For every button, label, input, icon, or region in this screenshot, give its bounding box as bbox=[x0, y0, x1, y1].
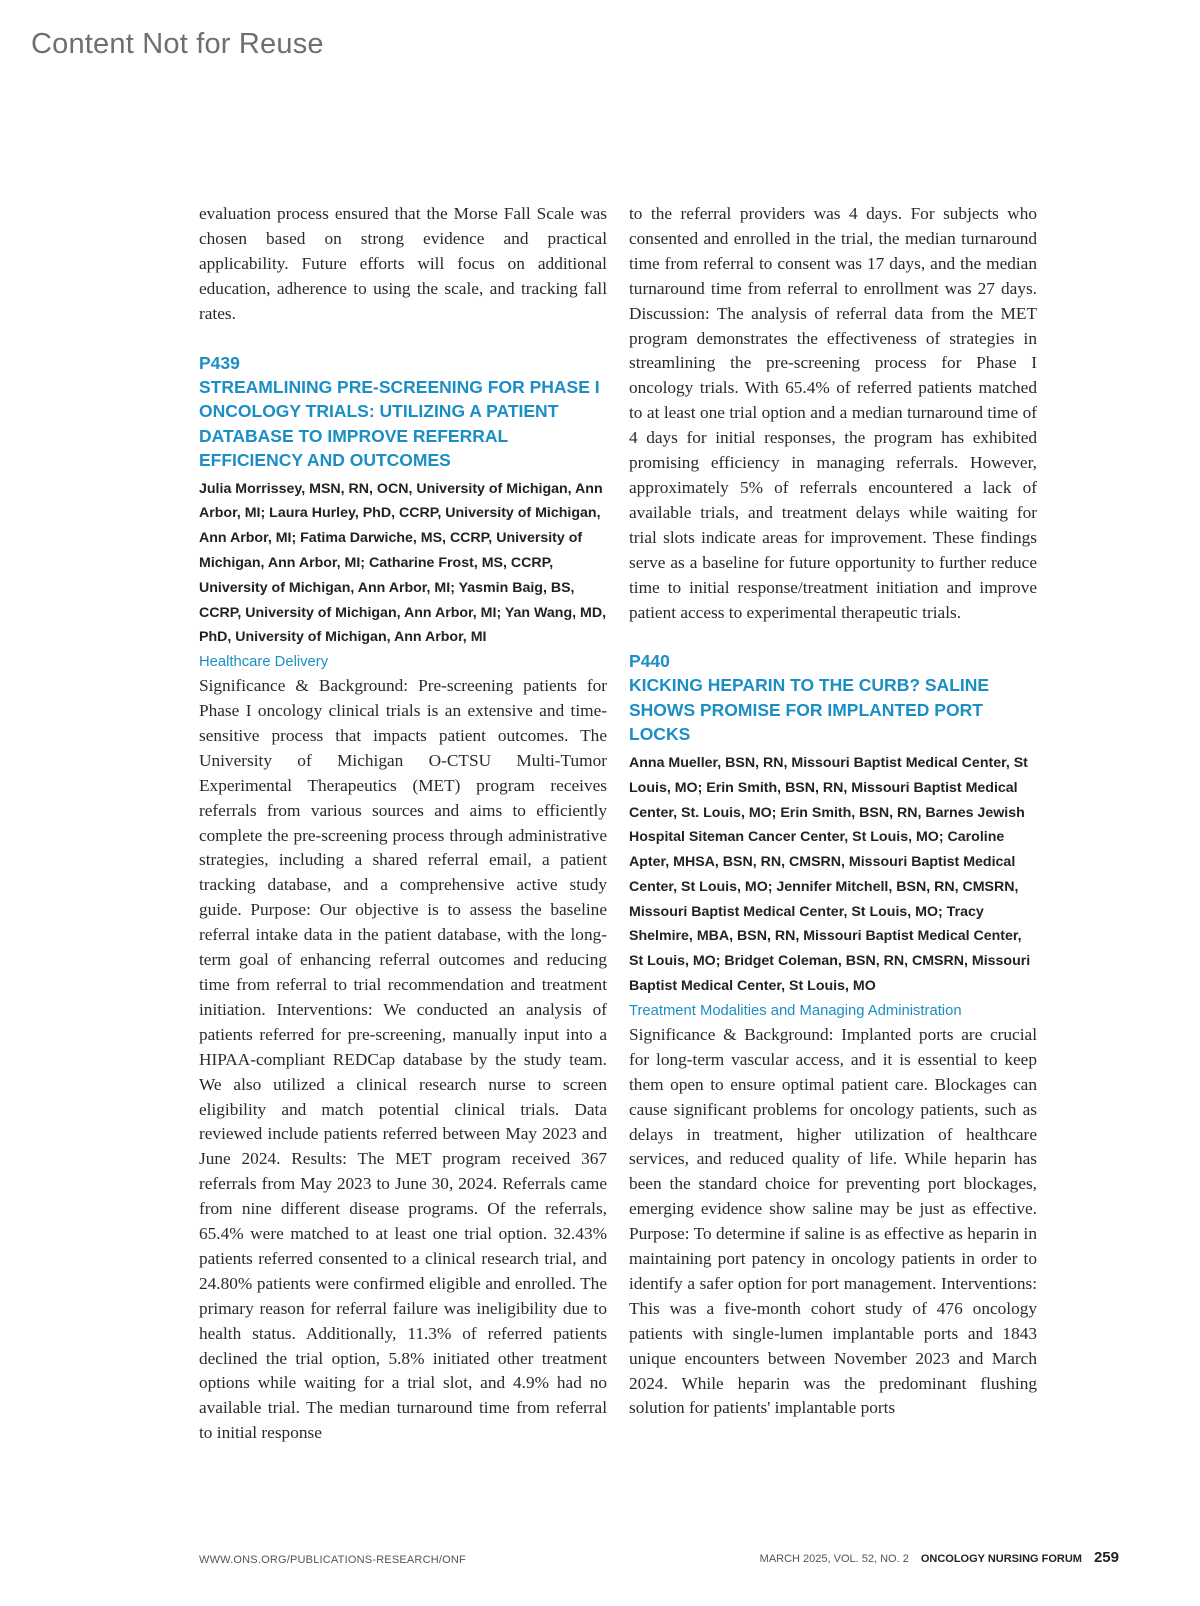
abstract-category: Treatment Modalities and Managing Administration bbox=[629, 1002, 962, 1019]
intro-paragraph: evaluation process ensured that the Morse Fall Scale was chosen based on strong evidence and practical applicability. Future efforts will focus on additional education, adherence to using the scale, and tracking fall rates. bbox=[199, 204, 607, 323]
abstract-authors: Anna Mueller, BSN, RN, Missouri Baptist Medical Center, St Louis, MO; Erin Smith, BSN, RN, Missouri Baptist Medical Center, St. Louis, MO; Erin Smith, BSN, RN, Barnes Jewish Hospital Siteman Cancer Center, St Louis, MO; Caroline Apter, MHSA, BSN, RN, CMSRN, Missouri Baptist Medical Center, St Louis, MO; Jennifer Mitchell, BSN, RN, CMSRN, Missouri Baptist Medical Center, St Louis, MO; Tracy Shelmire, MBA, BSN, RN, Missouri Baptist Medical Center, St Louis, MO; Bridget Coleman, BSN, RN, CMSRN, Missouri Baptist Medical Center, St Louis, MO bbox=[629, 754, 1031, 995]
watermark: Content Not for Reuse bbox=[31, 28, 324, 60]
footer-citation bbox=[760, 1549, 1119, 1566]
right-column bbox=[629, 202, 1037, 1421]
abstract-category: Healthcare Delivery bbox=[199, 654, 329, 671]
abstract-authors: Julia Morrissey, MSN, RN, OCN, University of Michigan, Ann Arbor, MI; Laura Hurley, PhD, CCRP, University of Michigan, Ann Arbor, MI; Fatima Darwiche, MS, CCRP, University of Michigan, Ann Arbor, MI; Catharine Frost, MS, CCRP, University of Michigan, Ann Arbor, MI; Yasmin Baig, BS, CCRP, University of Michigan, Ann Arbor, MI; Yan Wang, MD, PhD, University of Michigan, Ann Arbor, MI bbox=[199, 480, 607, 646]
abstract-id: P439 bbox=[199, 352, 240, 373]
page-number: 259 bbox=[1093, 1549, 1119, 1566]
abstract-p439 bbox=[199, 351, 607, 1447]
abstract-p440 bbox=[629, 649, 1037, 1421]
abstract-title: KICKING HEPARIN TO THE CURB? SALINE SHOWS PROMISE FOR IMPLANTED PORT LOCKS bbox=[629, 675, 990, 745]
abstract-body: Significance & Background: Implanted ports are crucial for long-term vascular access, and it is essential to keep them open to ensure optimal patient care. Blockages can cause significant problems for oncology patients, such as delays in treatment, higher utilization of healthcare services, and reduced quality of life. While heparin has been the standard choice for preventing port blockages, emerging evidence show saline may be just as effective. Purpose: To determine if saline is as effective as heparin in maintaining port patency in oncology patients in order to identify a safer option for port management. Interventions: This was a five-month cohort study of 476 oncology patients with single-lumen implantable ports and 1843 unique encounters between November 2023 and March 2024. While heparin was the predominant flushing solution for patients' implantable ports bbox=[629, 1024, 1037, 1418]
abstract-title: STREAMLINING PRE-SCREENING FOR PHASE I ONCOLOGY TRIALS: UTILIZING A PATIENT DATABASE TO IMPROVE REFERRAL EFFICIENCY AND OUTCOMES bbox=[199, 376, 600, 471]
footer-issue: MARCH 2025, VOL. 52, NO. 2 bbox=[759, 1553, 909, 1565]
abstract-id: P440 bbox=[629, 651, 670, 672]
abstract-body: Significance & Background: Pre-screening patients for Phase I oncology clinical trials is an extensive and time-sensitive process that impacts patient outcomes. The University of Michigan O-CTSU Multi-Tumor Experimental Therapeutics (MET) program receives referrals from various sources and aims to efficiently complete the pre-screening process through administrative strategies, including a shared referral email, a patient tracking database, and a comprehensive active study guide. Purpose: Our objective is to assess the baseline referral intake data in the patient database, with the long-term goal of enhancing referral outcomes and reducing time from referral to trial recommendation and treatment initiation. Interventions: We conducted an analysis of patients referred for pre-screening, manually input into a HIPAA-compliant REDCap database by the study team. We also utilized a clinical research nurse to screen eligibility and match potential clinical trials. Data reviewed include patients referred between May 2023 and June 2024. Results: The MET program received 367 referrals from May 2023 to June 30, 2024. Referrals came from nine different disease programs. Of the referrals, 65.4% were matched to at least one trial option. 32.43% patients referred consented to a clinical research trial, and 24.80% patients were confirmed eligible and enrolled. The primary reason for referral failure was ineligibility due to health status. Additionally, 11.3% of referred patients declined the trial option, 5.8% initiated other treatment options while waiting for a trial slot, and 4.9% had no available trial. The median turnaround time from referral to initial response bbox=[199, 676, 607, 1443]
left-column bbox=[199, 202, 607, 1446]
footer-journal: ONCOLOGY NURSING FORUM bbox=[920, 1553, 1082, 1565]
footer-url: WWW.ONS.ORG/PUBLICATIONS-RESEARCH/ONF bbox=[199, 1554, 466, 1566]
continued-paragraph: to the referral providers was 4 days. For subjects who consented and enrolled in the trial, the median turnaround time from referral to consent was 17 days, and the median turnaround time from referral to enrollment was 27 days. Discussion: The analysis of referral data from the MET program demonstrates the effectiveness of strategies in streamlining the pre-screening process for Phase I oncology trials. With 65.4% of referred patients matched to at least one trial option and a median turnaround time of 4 days for initial responses, the program has exhibited promising efficiency in managing referrals. However, approximately 5% of referrals encountered a lack of available trials, and treatment delays while waiting for trial slots indicate areas for improvement. These findings serve as a baseline for future opportunity to further reduce time to initial response/treatment initiation and improve patient access to experimental therapeutic trials. bbox=[629, 204, 1037, 622]
